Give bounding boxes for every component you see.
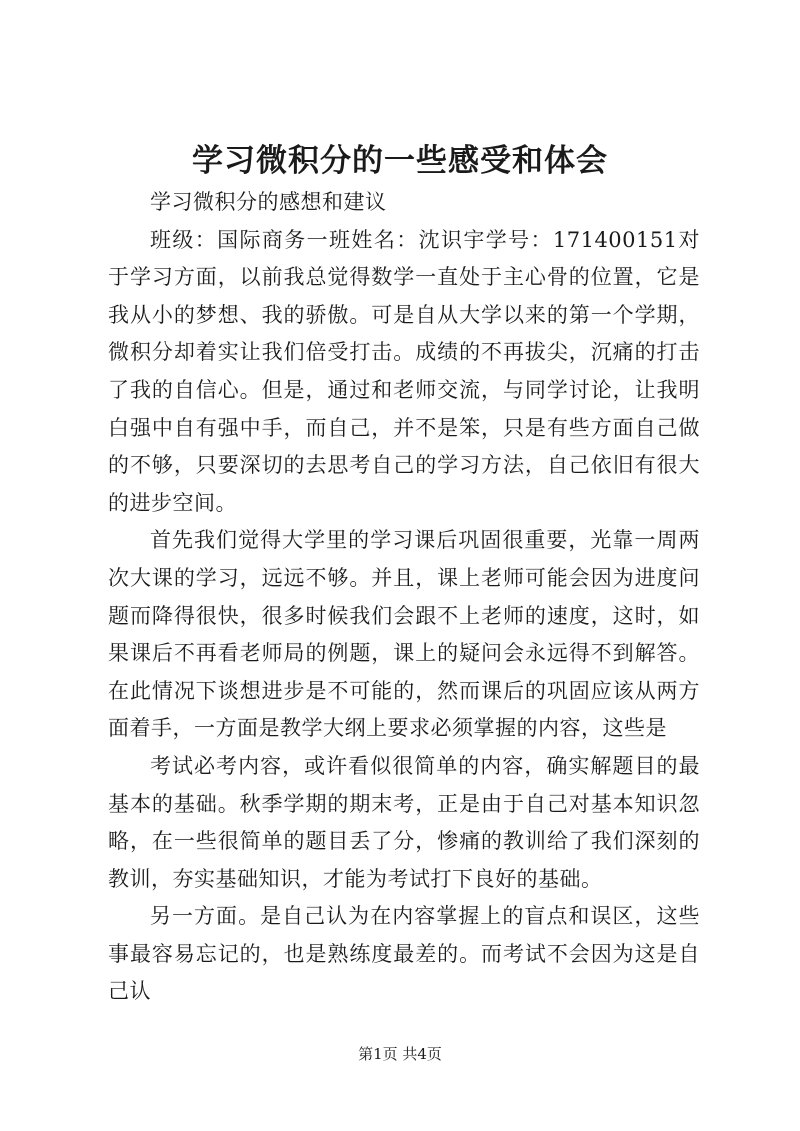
page-footer: 第1页 共4页 bbox=[358, 1045, 442, 1063]
paragraph-exam-content: 考试必考内容，或许看似很简单的内容，确实解题目的最基本的基础。秋季学期的期末考，正是由于自己对基本知识忽略，在一些很简单的题目丢了分，惨痛的教训给了我们深刻的教训，夯实基础知识，才能为考试打下良好的基础。 bbox=[108, 753, 700, 891]
document-body bbox=[108, 184, 700, 1011]
paragraph-intro: 班级：国际商务一班姓名：沈识宇学号：171400151对于学习方面，以前我总觉得数学一直处于主心骨的位置，它是我从小的梦想、我的骄傲。可是自从大学以来的第一个学期，微积分却着实让我们倍受打击。成绩的不再拔尖，沉痛的打击了我的自信心。但是，通过和老师交流，与同学讨论，让我明白强中自有强中手，而自己，并不是笨，只是有些方面自己做的不够，只要深切的去思考自己的学习方法，自己依旧有很大的进步空间。 bbox=[108, 227, 700, 515]
paragraph-subtitle: 学习微积分的感想和建议 bbox=[150, 190, 387, 214]
document-title: 学习微积分的一些感受和体会 bbox=[192, 143, 608, 179]
paragraph-first-point: 首先我们觉得大学里的学习课后巩固很重要，光靠一周两次大课的学习，远远不够。并且，课上老师可能会因为进度问题而降得很快，很多时候我们会跟不上老师的速度，这时，如果课后不再看老师局的例题，课上的疑问会永远得不到解答。在此情况下谈想进步是不可能的，然而课后的巩固应该从两方面着手，一方面是教学大纲上要求必须掌握的内容，这些是 bbox=[108, 528, 700, 741]
paragraph-other-aspect: 另一方面。是自己认为在内容掌握上的盲点和误区，这些事最容易忘记的，也是熟练度最差的。而考试不会因为这是自己认 bbox=[108, 904, 700, 1004]
